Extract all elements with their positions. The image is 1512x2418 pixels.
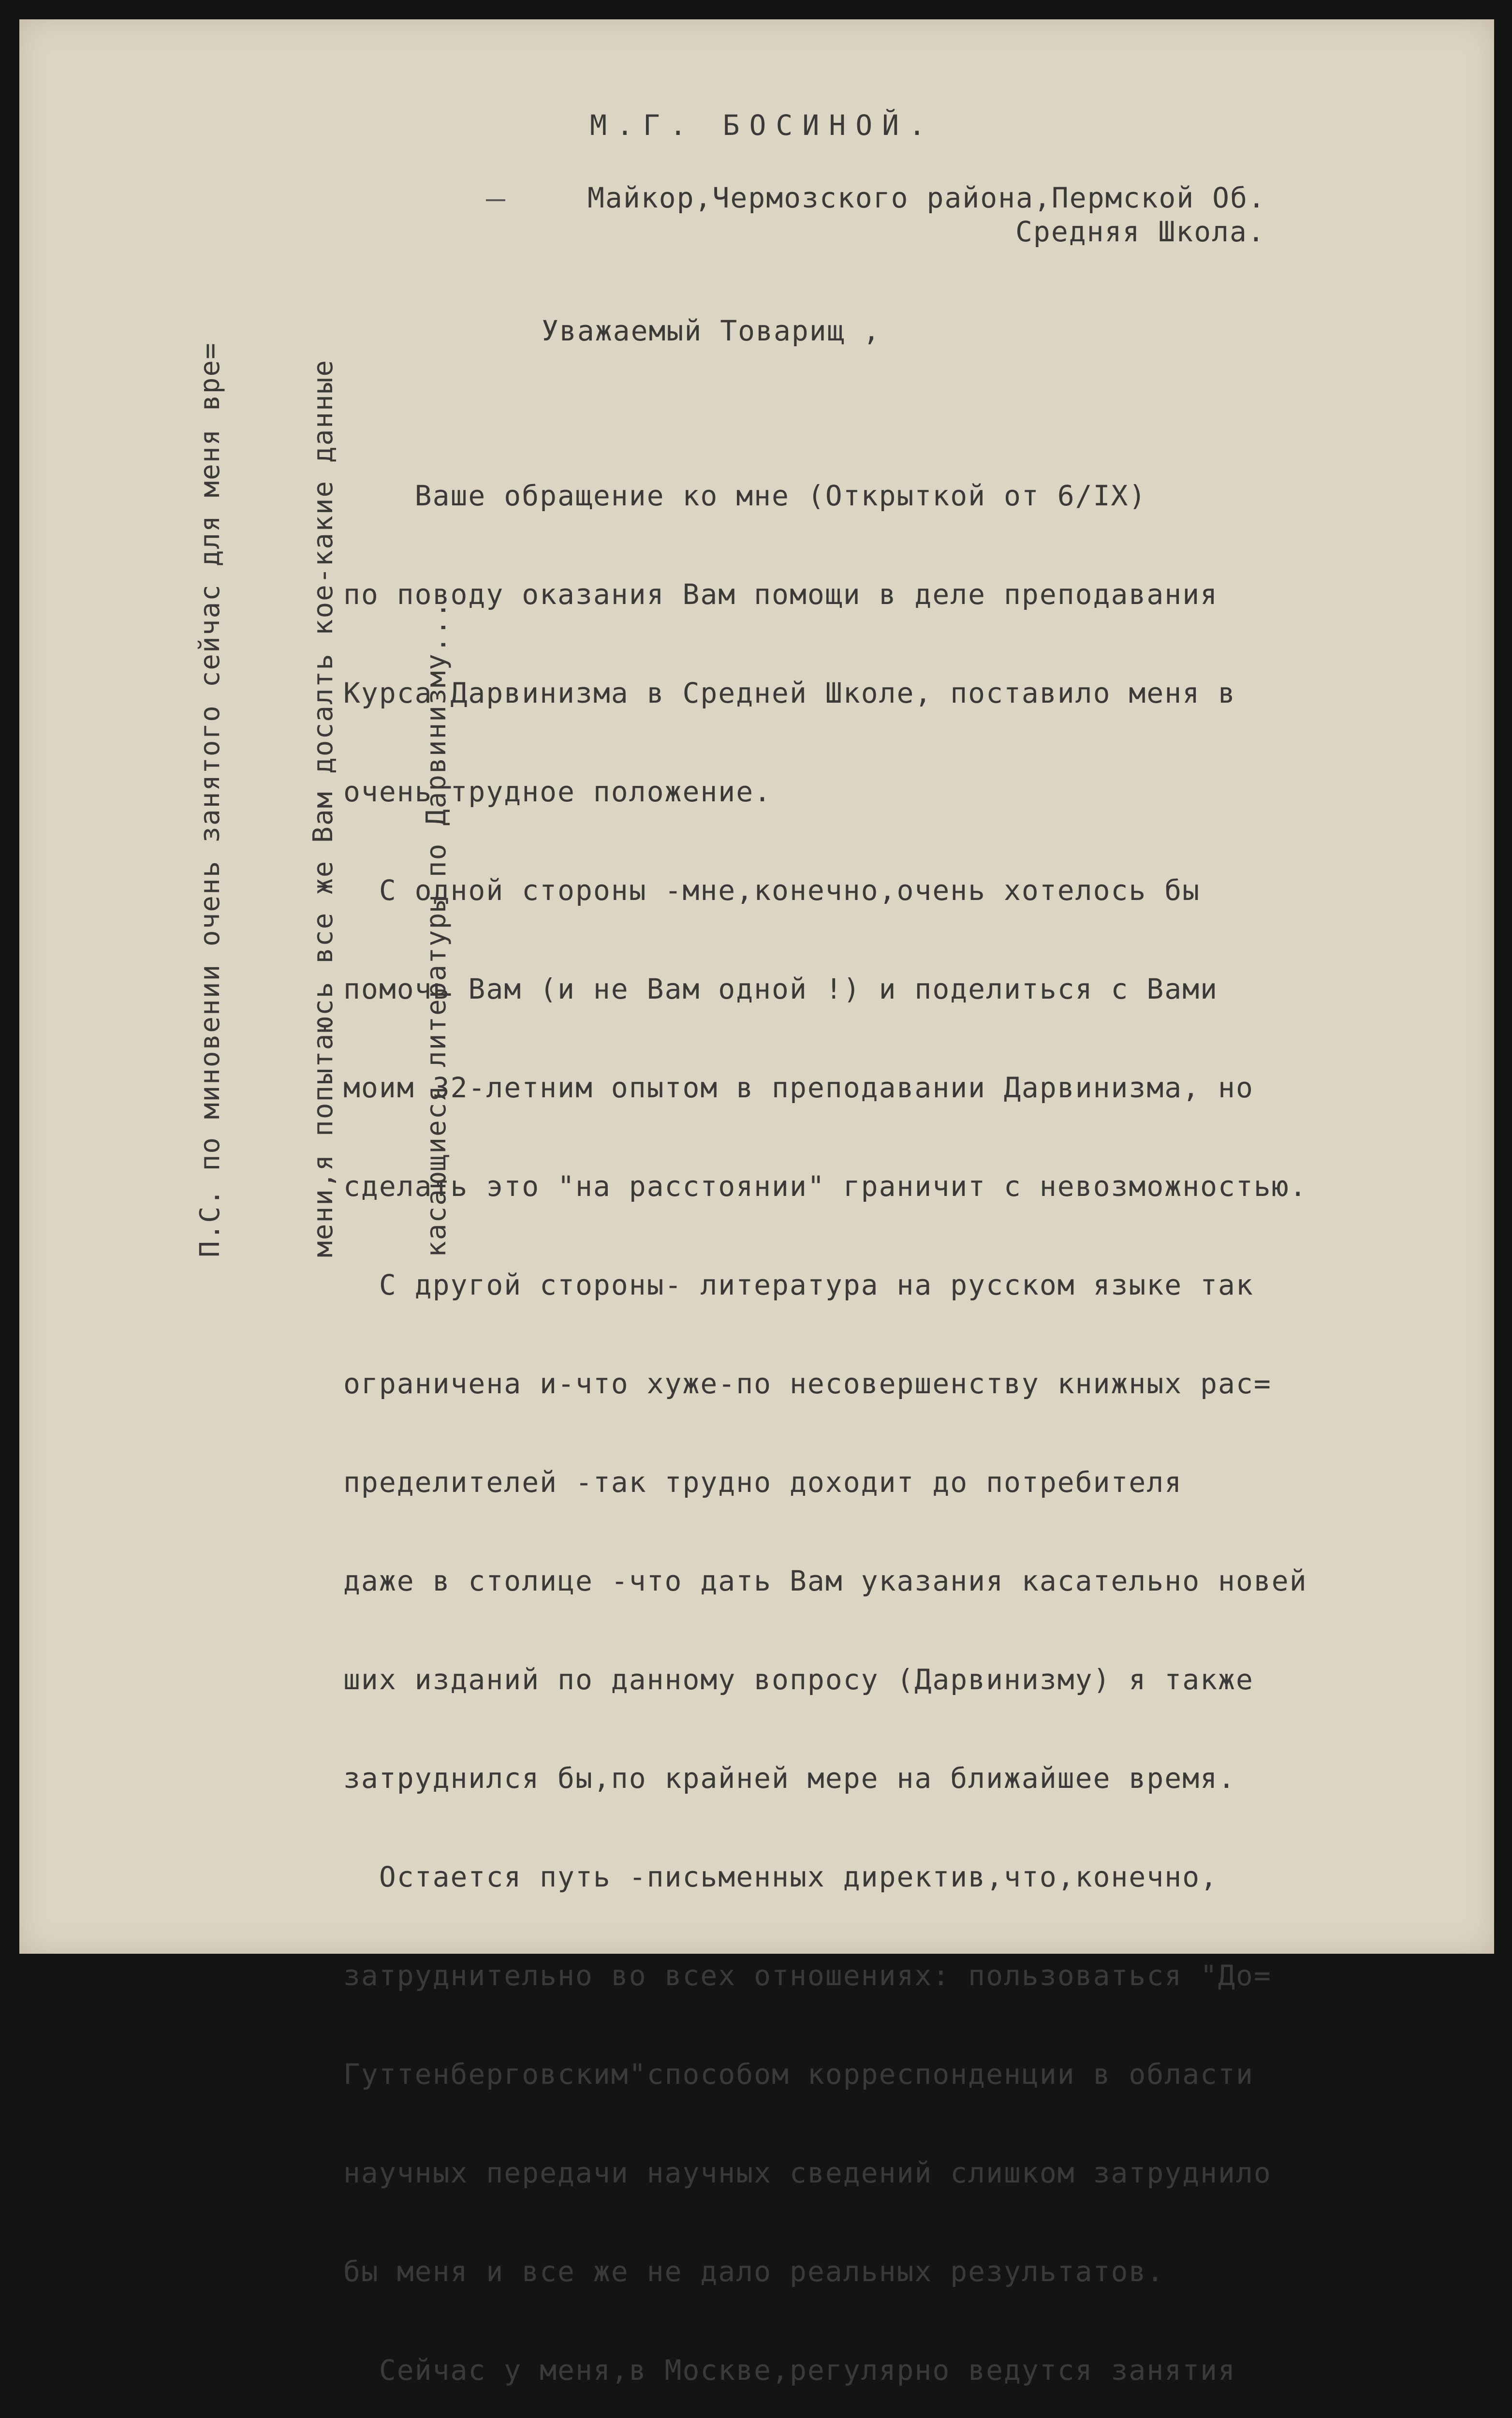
body-line: Сейчас у меня,в Москве,регулярно ведутся занятия xyxy=(343,2354,1236,2387)
body-line: ограничена и-что хуже-по несовершенству книжных рас= xyxy=(343,1367,1272,1400)
address-line-2: Средняя Школа. xyxy=(1015,215,1265,248)
body-line: затруднился бы,по крайней мере на ближайшее время. xyxy=(343,1762,1236,1795)
body-line: бы меня и все же не дало реальных результатов. xyxy=(343,2255,1165,2288)
body-line: Остается путь -письменных директив,что,конечно, xyxy=(343,1860,1218,1893)
postscript-line: мени,я попытаюсь все же Вам досалть кое-какие данные xyxy=(308,359,339,1257)
addressee-name: М.Г. БОСИНОЙ. xyxy=(590,109,935,142)
postscript-line: П.С. по миновении очень занятого сейчас для меня вре= xyxy=(194,342,226,1257)
body-line: Ваше обращение ко мне (Открыткой от 6/IX) xyxy=(343,479,1147,512)
body-line: С одной стороны -мне,конечно,очень хотелось бы xyxy=(343,874,1201,907)
body-line: Гуттенберговским"способом корреспонденции в области xyxy=(343,2058,1254,2091)
body-line: С другой стороны- литература на русском языке так xyxy=(343,1268,1254,1301)
body-line: сделать это "на расстоянии" граничит с невозможностью. xyxy=(343,1170,1307,1203)
body-line: пределителей -так трудно доходит до потребителя xyxy=(343,1466,1183,1499)
body-line: даже в столице -что дать Вам указания касательно новей xyxy=(343,1564,1307,1597)
postscript-line: касающиеся литературы по Дарвинизму... xyxy=(421,601,452,1257)
body-line: по поводу оказания Вам помощи в деле преподавания xyxy=(343,578,1218,611)
body-line: моим 32-летним опытом в преподавании Дарвинизма, но xyxy=(343,1071,1254,1104)
letter-page xyxy=(19,19,1494,2387)
body-line: помочь Вам (и не Вам одной !) и поделиться с Вами xyxy=(343,973,1218,1005)
body-line: затруднительно во всех отношениях: пользоваться "До= xyxy=(343,1959,1272,1992)
address-line-1: Майкор,Чермозского района,Пермской Об. xyxy=(587,181,1266,214)
body-line: Курса Дарвинизма в Средней Школе, поставило меня в xyxy=(343,677,1236,709)
postscript-margin-note xyxy=(116,97,531,1257)
body-line: очень трудное положение. xyxy=(343,775,772,808)
body-line: научных передачи научных сведений слишком затруднило xyxy=(343,2156,1272,2189)
body-line: ших изданий по данному вопросу (Дарвинизму) я также xyxy=(343,1663,1254,1696)
greeting: Уважаемый Товарищ , xyxy=(542,314,881,347)
